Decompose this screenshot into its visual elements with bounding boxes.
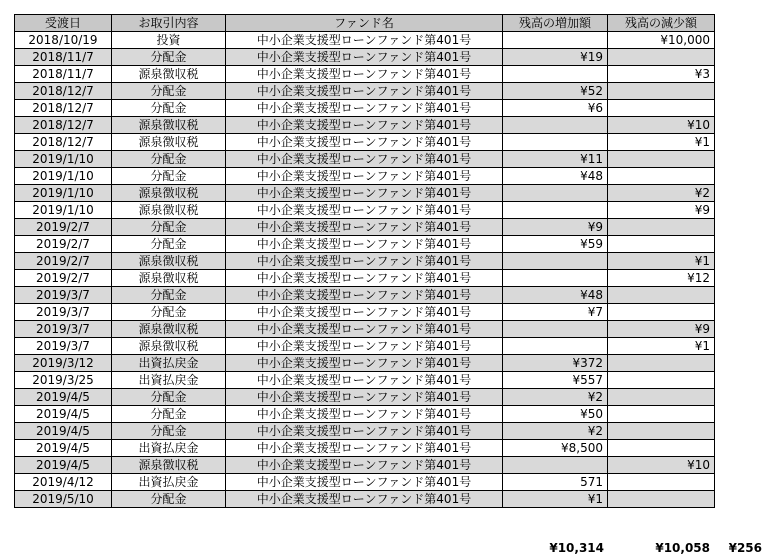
table-row [15, 474, 715, 491]
cell-decrease: ¥10 [608, 457, 715, 474]
cell-date: 2019/4/5 [15, 457, 112, 474]
cell-type: 分配金 [112, 100, 226, 117]
cell-decrease: ¥2 [608, 185, 715, 202]
cell-date: 2019/4/5 [15, 406, 112, 423]
cell-fund: 中小企業支援型ローンファンド第401号 [226, 253, 503, 270]
cell-increase: ¥372 [503, 355, 608, 372]
cell-fund: 中小企業支援型ローンファンド第401号 [226, 321, 503, 338]
table-row [15, 117, 715, 134]
cell-decrease [608, 151, 715, 168]
cell-type: 源泉徴収税 [112, 253, 226, 270]
table-row [15, 304, 715, 321]
cell-type: 源泉徴収税 [112, 338, 226, 355]
cell-decrease: ¥1 [608, 134, 715, 151]
cell-increase: 571 [503, 474, 608, 491]
cell-date: 2018/12/7 [15, 134, 112, 151]
cell-fund: 中小企業支援型ローンファンド第401号 [226, 49, 503, 66]
table-row [15, 32, 715, 49]
cell-fund: 中小企業支援型ローンファンド第401号 [226, 457, 503, 474]
transaction-table [14, 14, 715, 508]
cell-increase [503, 253, 608, 270]
cell-date: 2018/11/7 [15, 49, 112, 66]
table-row [15, 270, 715, 287]
header-increase: 残高の増加額 [503, 15, 608, 32]
cell-fund: 中小企業支援型ローンファンド第401号 [226, 32, 503, 49]
cell-decrease [608, 491, 715, 508]
cell-type: 源泉徴収税 [112, 202, 226, 219]
cell-increase: ¥1 [503, 491, 608, 508]
cell-increase [503, 134, 608, 151]
cell-date: 2019/2/7 [15, 236, 112, 253]
cell-decrease: ¥12 [608, 270, 715, 287]
cell-type: 分配金 [112, 168, 226, 185]
cell-decrease [608, 168, 715, 185]
cell-fund: 中小企業支援型ローンファンド第401号 [226, 117, 503, 134]
table-row [15, 457, 715, 474]
cell-increase: ¥52 [503, 83, 608, 100]
table-row [15, 219, 715, 236]
table-row [15, 406, 715, 423]
cell-increase: ¥19 [503, 49, 608, 66]
cell-decrease [608, 474, 715, 491]
cell-date: 2019/4/5 [15, 423, 112, 440]
cell-fund: 中小企業支援型ローンファンド第401号 [226, 236, 503, 253]
cell-increase: ¥48 [503, 168, 608, 185]
table-row [15, 253, 715, 270]
cell-decrease: ¥1 [608, 253, 715, 270]
cell-increase: ¥48 [503, 287, 608, 304]
table-row [15, 134, 715, 151]
cell-type: 分配金 [112, 423, 226, 440]
cell-decrease [608, 219, 715, 236]
cell-fund: 中小企業支援型ローンファンド第401号 [226, 202, 503, 219]
table-row [15, 151, 715, 168]
cell-date: 2019/2/7 [15, 270, 112, 287]
cell-decrease [608, 49, 715, 66]
cell-date: 2019/1/10 [15, 202, 112, 219]
cell-fund: 中小企業支援型ローンファンド第401号 [226, 474, 503, 491]
table-row [15, 355, 715, 372]
cell-decrease [608, 236, 715, 253]
table-row [15, 49, 715, 66]
cell-increase [503, 66, 608, 83]
cell-date: 2019/3/7 [15, 304, 112, 321]
cell-type: 分配金 [112, 236, 226, 253]
cell-date: 2019/1/10 [15, 185, 112, 202]
cell-increase: ¥6 [503, 100, 608, 117]
cell-decrease [608, 389, 715, 406]
cell-date: 2019/1/10 [15, 151, 112, 168]
total-decrease: ¥10,058 [655, 541, 710, 555]
cell-decrease [608, 83, 715, 100]
cell-type: 源泉徴収税 [112, 66, 226, 83]
cell-increase [503, 202, 608, 219]
cell-type: 源泉徴収税 [112, 117, 226, 134]
cell-type: 源泉徴収税 [112, 457, 226, 474]
cell-type: 分配金 [112, 491, 226, 508]
cell-increase: ¥8,500 [503, 440, 608, 457]
cell-decrease [608, 406, 715, 423]
cell-date: 2019/3/25 [15, 372, 112, 389]
cell-fund: 中小企業支援型ローンファンド第401号 [226, 406, 503, 423]
cell-increase: ¥50 [503, 406, 608, 423]
header-type: お取引内容 [112, 15, 226, 32]
cell-type: 出資払戻金 [112, 355, 226, 372]
cell-fund: 中小企業支援型ローンファンド第401号 [226, 151, 503, 168]
cell-type: 源泉徴収税 [112, 270, 226, 287]
header-decrease: 残高の減少額 [608, 15, 715, 32]
cell-increase: ¥7 [503, 304, 608, 321]
cell-decrease: ¥10,000 [608, 32, 715, 49]
cell-date: 2019/4/12 [15, 474, 112, 491]
cell-fund: 中小企業支援型ローンファンド第401号 [226, 423, 503, 440]
cell-decrease: ¥1 [608, 338, 715, 355]
cell-increase: ¥59 [503, 236, 608, 253]
cell-decrease [608, 304, 715, 321]
table-row [15, 287, 715, 304]
table-row [15, 372, 715, 389]
cell-decrease [608, 372, 715, 389]
total-net: ¥256 [728, 541, 762, 555]
cell-type: 源泉徴収税 [112, 134, 226, 151]
cell-increase [503, 321, 608, 338]
cell-date: 2019/2/7 [15, 253, 112, 270]
cell-fund: 中小企業支援型ローンファンド第401号 [226, 83, 503, 100]
header-fund: ファンド名 [226, 15, 503, 32]
cell-type: 源泉徴収税 [112, 185, 226, 202]
table-row [15, 185, 715, 202]
cell-date: 2019/4/5 [15, 389, 112, 406]
table-row [15, 168, 715, 185]
cell-date: 2018/12/7 [15, 117, 112, 134]
cell-type: 出資払戻金 [112, 474, 226, 491]
table-row [15, 236, 715, 253]
header-date: 受渡日 [15, 15, 112, 32]
cell-type: 投資 [112, 32, 226, 49]
cell-type: 源泉徴収税 [112, 321, 226, 338]
cell-type: 分配金 [112, 304, 226, 321]
header-row [15, 15, 715, 32]
table-row [15, 321, 715, 338]
cell-increase: ¥557 [503, 372, 608, 389]
table-row [15, 338, 715, 355]
table-row [15, 66, 715, 83]
cell-decrease [608, 355, 715, 372]
cell-increase [503, 338, 608, 355]
cell-decrease: ¥9 [608, 321, 715, 338]
cell-increase [503, 270, 608, 287]
cell-date: 2018/10/19 [15, 32, 112, 49]
cell-decrease: ¥3 [608, 66, 715, 83]
cell-date: 2019/4/5 [15, 440, 112, 457]
cell-decrease [608, 440, 715, 457]
cell-decrease: ¥10 [608, 117, 715, 134]
cell-fund: 中小企業支援型ローンファンド第401号 [226, 134, 503, 151]
cell-decrease [608, 100, 715, 117]
cell-increase [503, 32, 608, 49]
cell-fund: 中小企業支援型ローンファンド第401号 [226, 491, 503, 508]
cell-fund: 中小企業支援型ローンファンド第401号 [226, 287, 503, 304]
cell-date: 2019/3/12 [15, 355, 112, 372]
cell-type: 分配金 [112, 389, 226, 406]
cell-fund: 中小企業支援型ローンファンド第401号 [226, 100, 503, 117]
cell-date: 2019/3/7 [15, 321, 112, 338]
cell-fund: 中小企業支援型ローンファンド第401号 [226, 372, 503, 389]
cell-increase: ¥11 [503, 151, 608, 168]
cell-fund: 中小企業支援型ローンファンド第401号 [226, 440, 503, 457]
cell-increase: ¥2 [503, 389, 608, 406]
cell-fund: 中小企業支援型ローンファンド第401号 [226, 304, 503, 321]
cell-fund: 中小企業支援型ローンファンド第401号 [226, 355, 503, 372]
cell-date: 2019/2/7 [15, 219, 112, 236]
table-row [15, 83, 715, 100]
cell-date: 2018/12/7 [15, 100, 112, 117]
cell-fund: 中小企業支援型ローンファンド第401号 [226, 270, 503, 287]
cell-fund: 中小企業支援型ローンファンド第401号 [226, 338, 503, 355]
cell-type: 分配金 [112, 287, 226, 304]
cell-decrease: ¥9 [608, 202, 715, 219]
cell-type: 分配金 [112, 151, 226, 168]
total-increase: ¥10,314 [549, 541, 604, 555]
cell-type: 分配金 [112, 83, 226, 100]
table-row [15, 440, 715, 457]
cell-date: 2019/5/10 [15, 491, 112, 508]
cell-fund: 中小企業支援型ローンファンド第401号 [226, 185, 503, 202]
cell-date: 2019/3/7 [15, 287, 112, 304]
table-row [15, 389, 715, 406]
cell-date: 2019/1/10 [15, 168, 112, 185]
cell-increase: ¥2 [503, 423, 608, 440]
cell-type: 分配金 [112, 406, 226, 423]
cell-increase: ¥9 [503, 219, 608, 236]
cell-decrease [608, 287, 715, 304]
cell-increase [503, 185, 608, 202]
cell-decrease [608, 423, 715, 440]
cell-increase [503, 457, 608, 474]
table-row [15, 202, 715, 219]
cell-type: 分配金 [112, 219, 226, 236]
cell-increase [503, 117, 608, 134]
table-row [15, 423, 715, 440]
cell-fund: 中小企業支援型ローンファンド第401号 [226, 66, 503, 83]
cell-fund: 中小企業支援型ローンファンド第401号 [226, 168, 503, 185]
cell-fund: 中小企業支援型ローンファンド第401号 [226, 389, 503, 406]
cell-date: 2019/3/7 [15, 338, 112, 355]
cell-fund: 中小企業支援型ローンファンド第401号 [226, 219, 503, 236]
cell-date: 2018/12/7 [15, 83, 112, 100]
cell-date: 2018/11/7 [15, 66, 112, 83]
table-row [15, 491, 715, 508]
table-row [15, 100, 715, 117]
cell-type: 出資払戻金 [112, 440, 226, 457]
cell-type: 分配金 [112, 49, 226, 66]
cell-type: 出資払戻金 [112, 372, 226, 389]
